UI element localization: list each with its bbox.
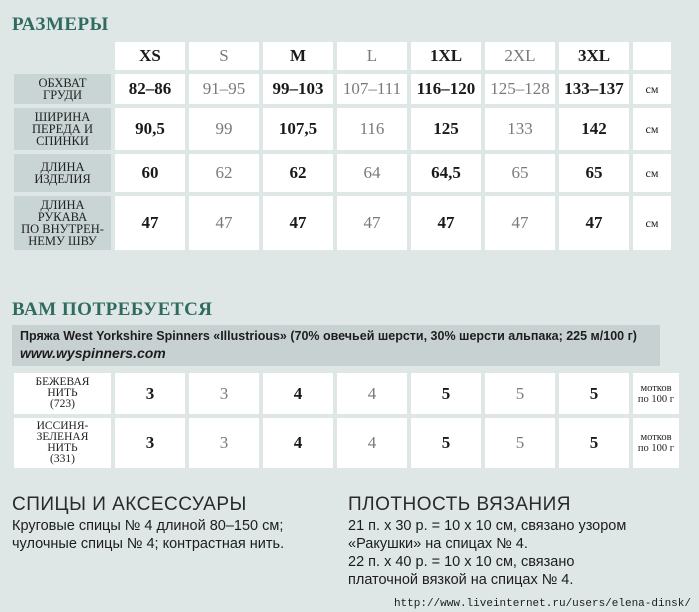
table-cell: 62 bbox=[263, 154, 333, 192]
table-cell: 5 bbox=[485, 373, 555, 414]
table-cell: 4 bbox=[337, 418, 407, 468]
unit-cell: мотков по 100 г bbox=[633, 373, 679, 414]
table-cell: 47 bbox=[411, 196, 481, 250]
table-cell: 107,5 bbox=[263, 108, 333, 150]
table-cell: 4 bbox=[263, 373, 333, 414]
row-label: БЕЖЕВАЯ НИТЬ (723) bbox=[14, 373, 111, 414]
size-header: XS bbox=[115, 42, 185, 70]
needles-title: СПИЦЫ И АКСЕССУАРЫ bbox=[12, 494, 247, 515]
table-cell: 107–111 bbox=[337, 74, 407, 104]
table-cell: 125–128 bbox=[485, 74, 555, 104]
table-cell: 116–120 bbox=[411, 74, 481, 104]
size-header: 3XL bbox=[559, 42, 629, 70]
table-cell: 5 bbox=[559, 373, 629, 414]
table-cell: 62 bbox=[189, 154, 259, 192]
table-row bbox=[14, 154, 671, 192]
needles-text: Круговые спицы № 4 длиной 80–150 см; чулочные спицы № 4; контрастная нить. bbox=[12, 518, 285, 552]
table-cell: 47 bbox=[559, 196, 629, 250]
yarn-table bbox=[10, 369, 683, 472]
table-cell: 65 bbox=[559, 154, 629, 192]
table-cell: 64 bbox=[337, 154, 407, 192]
table-cell: 82–86 bbox=[115, 74, 185, 104]
sizes-header-row bbox=[14, 42, 671, 70]
table-row bbox=[14, 373, 679, 414]
table-cell: 47 bbox=[189, 196, 259, 250]
table-cell: 133–137 bbox=[559, 74, 629, 104]
table-cell: 5 bbox=[411, 418, 481, 468]
table-cell: 3 bbox=[115, 418, 185, 468]
row-label: ДЛИНА ИЗДЕЛИЯ bbox=[14, 154, 111, 192]
table-cell: 47 bbox=[485, 196, 555, 250]
row-label: ШИРИНА ПЕРЕДА И СПИНКИ bbox=[14, 108, 111, 150]
gauge-text: 21 п. х 30 р. = 10 х 10 см, связано узором «Ракушки» на спицах № 4. 22 п. х 40 р. = 10 х 10 см, связано платочной вязкой на спицах № 4. bbox=[348, 518, 627, 588]
gauge-title: ПЛОТНОСТЬ ВЯЗАНИЯ bbox=[348, 494, 571, 515]
size-header: S bbox=[189, 42, 259, 70]
table-cell: 91–95 bbox=[189, 74, 259, 104]
table-row bbox=[14, 418, 679, 468]
row-label: ОБХВАТ ГРУДИ bbox=[14, 74, 111, 104]
table-cell: 5 bbox=[411, 373, 481, 414]
table-cell: 133 bbox=[485, 108, 555, 150]
table-row bbox=[14, 108, 671, 150]
table-cell: 60 bbox=[115, 154, 185, 192]
yarn-description: Пряжа West Yorkshire Spinners «Illustrious» (70% овечьей шерсти, 30% шерсти альпака; 225 м/100 г) bbox=[20, 329, 637, 343]
table-cell: 125 bbox=[411, 108, 481, 150]
yarn-website: www.wyspinners.com bbox=[20, 345, 166, 361]
sizes-table bbox=[10, 38, 675, 254]
table-cell: 47 bbox=[115, 196, 185, 250]
table-cell: 142 bbox=[559, 108, 629, 150]
table-cell: 99 bbox=[189, 108, 259, 150]
table-cell: 3 bbox=[189, 418, 259, 468]
table-row bbox=[14, 196, 671, 250]
table-cell: 90,5 bbox=[115, 108, 185, 150]
materials-title: ВАМ ПОТРЕБУЕТСЯ bbox=[12, 299, 213, 320]
unit-cell: см bbox=[633, 74, 671, 104]
table-cell: 99–103 bbox=[263, 74, 333, 104]
table-cell: 3 bbox=[189, 373, 259, 414]
size-header: M bbox=[263, 42, 333, 70]
unit-cell: см bbox=[633, 108, 671, 150]
unit-cell: см bbox=[633, 196, 671, 250]
table-cell: 5 bbox=[485, 418, 555, 468]
sizes-title: РАЗМЕРЫ bbox=[12, 14, 109, 35]
table-row bbox=[14, 74, 671, 104]
size-header: 1XL bbox=[411, 42, 481, 70]
yarn-info bbox=[12, 325, 660, 366]
table-cell: 3 bbox=[115, 373, 185, 414]
watermark-url: http://www.liveinternet.ru/users/elena-dinsk/ bbox=[393, 598, 691, 610]
row-label: ИССИНЯ- ЗЕЛЕНАЯ НИТЬ (331) bbox=[14, 418, 111, 468]
table-cell: 5 bbox=[559, 418, 629, 468]
table-cell: 65 bbox=[485, 154, 555, 192]
table-cell: 47 bbox=[263, 196, 333, 250]
unit-cell: мотков по 100 г bbox=[633, 418, 679, 468]
table-cell: 4 bbox=[263, 418, 333, 468]
size-header: L bbox=[337, 42, 407, 70]
table-cell: 64,5 bbox=[411, 154, 481, 192]
row-label: ДЛИНА РУКАВА ПО ВНУТРЕН- НЕМУ ШВУ bbox=[14, 196, 111, 250]
size-header: 2XL bbox=[485, 42, 555, 70]
table-cell: 4 bbox=[337, 373, 407, 414]
table-cell: 47 bbox=[337, 196, 407, 250]
unit-cell: см bbox=[633, 154, 671, 192]
table-cell: 116 bbox=[337, 108, 407, 150]
